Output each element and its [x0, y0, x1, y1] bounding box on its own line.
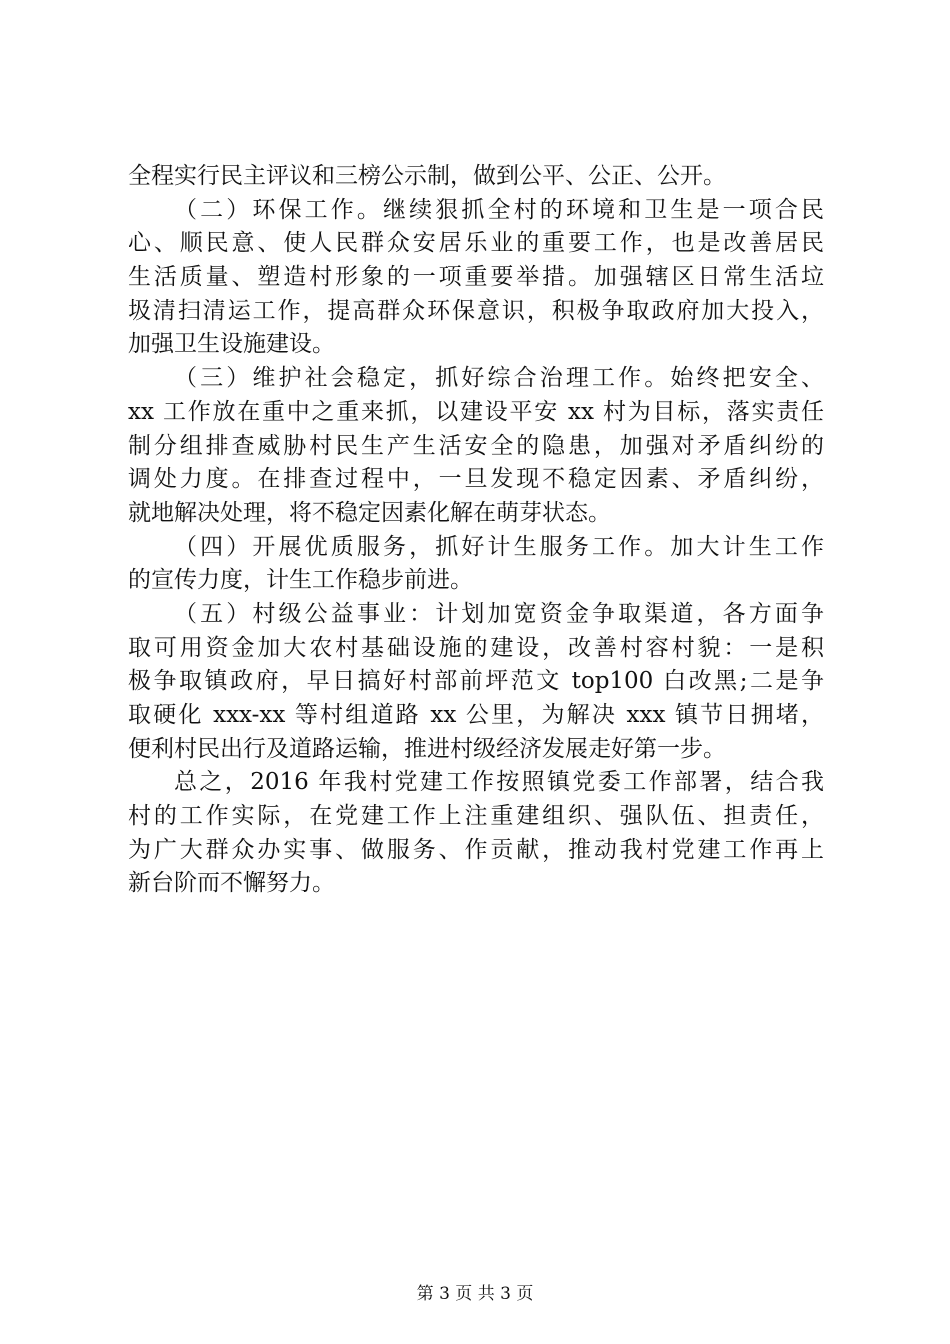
paragraph-start-line: （三）维护社会稳定，抓好综合治理工作。始终把安全、 — [174, 365, 824, 392]
text-line: 为广大群众办实事、做服务、作贡献，推动我村党建工作再上 — [128, 836, 824, 863]
text-line: 取硬化 xxx-xx 等村组道路 xx 公里，为解决 xxx 镇节日拥堵， — [128, 702, 824, 728]
text-line: 的宣传力度，计生工作稳步前进。 — [128, 567, 473, 594]
text-line: 全程实行民主评议和三榜公示制，做到公平、公正、公开。 — [128, 163, 726, 189]
paragraph-start-line: （五）村级公益事业：计划加宽资金争取渠道，各方面争 — [174, 600, 824, 627]
text-line: 制分组排查威胁村民生产生活安全的隐患，加强对矛盾纠纷的 — [128, 432, 824, 459]
paragraph-start-line: （二）环保工作。继续狠抓全村的环境和卫生是一项合民 — [174, 196, 824, 223]
text-line: 调处力度。在排查过程中，一旦发现不稳定因素、矛盾纠纷， — [128, 466, 824, 493]
text-line: 村的工作实际，在党建工作上注重建组织、强队伍、担责任， — [128, 803, 824, 830]
text-line: 就地解决处理，将不稳定因素化解在萌芽状态。 — [128, 499, 611, 526]
text-line: 便利村民出行及道路运输，推进村级经济发展走好第一步。 — [128, 735, 726, 762]
text-line: 心、顺民意、使人民群众安居乐业的重要工作，也是改善居民 — [128, 230, 824, 257]
text-line: 极争取镇政府，早日搞好村部前坪范文 top100 白改黑;二是争 — [128, 668, 824, 695]
text-line: 圾清扫清运工作，提高群众环保意识，积极争取政府加大投入， — [128, 297, 824, 324]
paragraph-start-line: 总之，2016 年我村党建工作按照镇党委工作部署，结合我 — [174, 769, 824, 796]
text-line: 生活质量、塑造村形象的一项重要举措。加强辖区日常生活垃 — [128, 264, 824, 291]
text-line: xx 工作放在重中之重来抓，以建设平安 xx 村为目标，落实责任 — [128, 398, 824, 425]
paragraph-start-line: （四）开展优质服务，抓好计生服务工作。加大计生工作 — [174, 533, 824, 560]
text-line: 新台阶而不懈努力。 — [128, 870, 335, 897]
text-line: 加强卫生设施建设。 — [128, 331, 335, 358]
text-line: 取可用资金加大农村基础设施的建设，改善村容村貌：一是积 — [128, 634, 824, 661]
page-number-footer: 第 3 页 共 3 页 — [416, 1284, 534, 1304]
document-body — [128, 160, 824, 901]
